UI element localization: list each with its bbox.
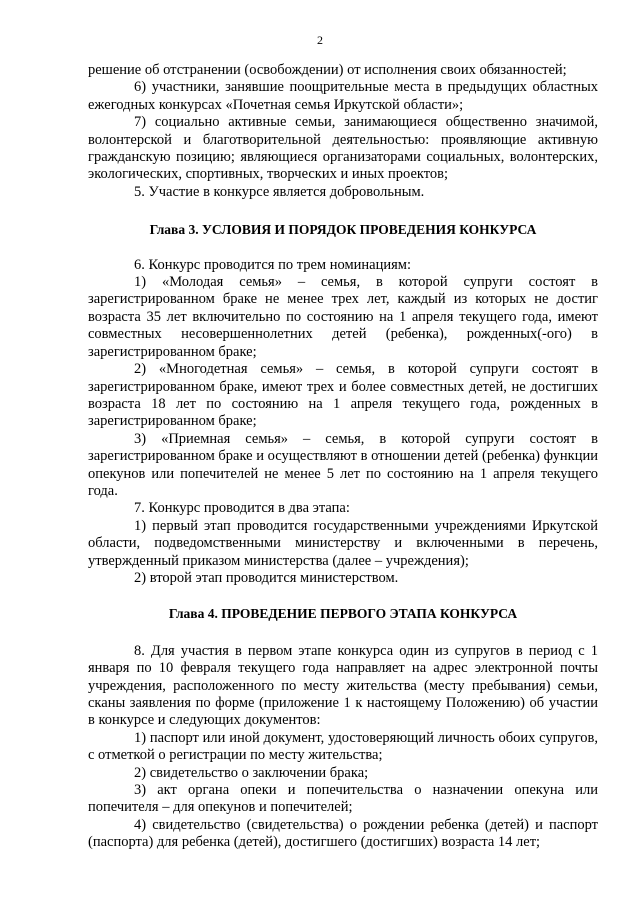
page-number: 2: [317, 33, 323, 47]
paragraph-item-6: 6) участники, занявшие поощрительные места в предыдущих областных ежегодных конкурсах «Почетная семья Иркутской области»;: [88, 79, 598, 113]
paragraph-nomination-large-family: 2) «Многодетная семья» – семья, в которой супруги состоят в зарегистрированном браке, имеют трех и более совместных детей, не достигших возраста 18 лет по состоянию на 1 апреля текущего года, рожденных в зарегистрированном браке;: [88, 361, 598, 430]
paragraph-item-7: 7) социально активные семьи, занимающиеся общественно значимой, волонтерской и благотворительной деятельностью: проявляющие активную гражданскую позицию; являющиеся организаторами социальных, волонтерских, экологических, спортивных, творческих и иных проектов;: [88, 114, 598, 183]
chapter-4-heading: Глава 4. ПРОВЕДЕНИЕ ПЕРВОГО ЭТАПА КОНКУРСА: [168, 606, 518, 622]
paragraph-document-guardianship: 3) акт органа опеки и попечительства о назначении опекуна или попечителя – для опекунов и попечителей;: [88, 782, 598, 816]
paragraph-document-birth-certificate: 4) свидетельство (свидетельства) о рождении ребенка (детей) и паспорт (паспорта) для ребенка (детей), достигшего (достигших) возраста 14 лет;: [88, 816, 598, 851]
paragraph-nomination-young-family: 1) «Молодая семья» – семья, в которой супруги состоят в зарегистрированном браке не менее трех лет, каждый из которых не достиг возраста 35 лет включительно по состоянию на 1 апреля текущего года, имеют совместных несовершеннолетних детей (ребенка), рожденных(-ого) в зарегистрированном браке;: [88, 274, 598, 360]
paragraph-document-passport: 1) паспорт или иной документ, удостоверяющий личность обоих супругов, с отметкой о регистрации по месту жительства;: [88, 729, 598, 764]
paragraph-stage-1: 1) первый этап проводится государственными учреждениями Иркутской области, подведомственными министерству и включенными в перечень, утвержденный приказом министерства (далее – учреждения);: [88, 517, 598, 569]
paragraph-point-5: 5. Участие в конкурсе является добровольным.: [134, 183, 425, 200]
paragraph-nomination-foster-family: 3) «Приемная семья» – семья, в которой супруги состоят в зарегистрированном браке и осуществляют в отношении детей (ребенка) функции опекунов или попечителей не менее 5 лет по состоянию на 1 апреля текущего года.: [88, 430, 598, 499]
document-body: [88, 62, 598, 852]
paragraph-point-7: 7. Конкурс проводится в два этапа:: [134, 500, 350, 517]
paragraph-point-8: 8. Для участия в первом этапе конкурса один из супругов в период с 1 января по 10 февраля текущего года направляет на адрес электронной почты учреждения, расположенного по месту жительства (месту пребывания) семьи, сканы заявления по форме (приложение 1 к настоящему Положению) об участии в конкурсе и следующих документов:: [88, 642, 598, 729]
paragraph-stage-2: 2) второй этап проводится министерством.: [134, 569, 399, 586]
paragraph-continuation: решение об отстранении (освобождении) от исполнения своих обязанностей;: [88, 62, 567, 78]
chapter-3-heading: Глава 3. УСЛОВИЯ И ПОРЯДОК ПРОВЕДЕНИЯ КОНКУРСА: [149, 222, 537, 238]
paragraph-point-6: 6. Конкурс проводится по трем номинациям:: [134, 256, 411, 273]
paragraph-document-marriage: 2) свидетельство о заключении брака;: [134, 764, 369, 781]
